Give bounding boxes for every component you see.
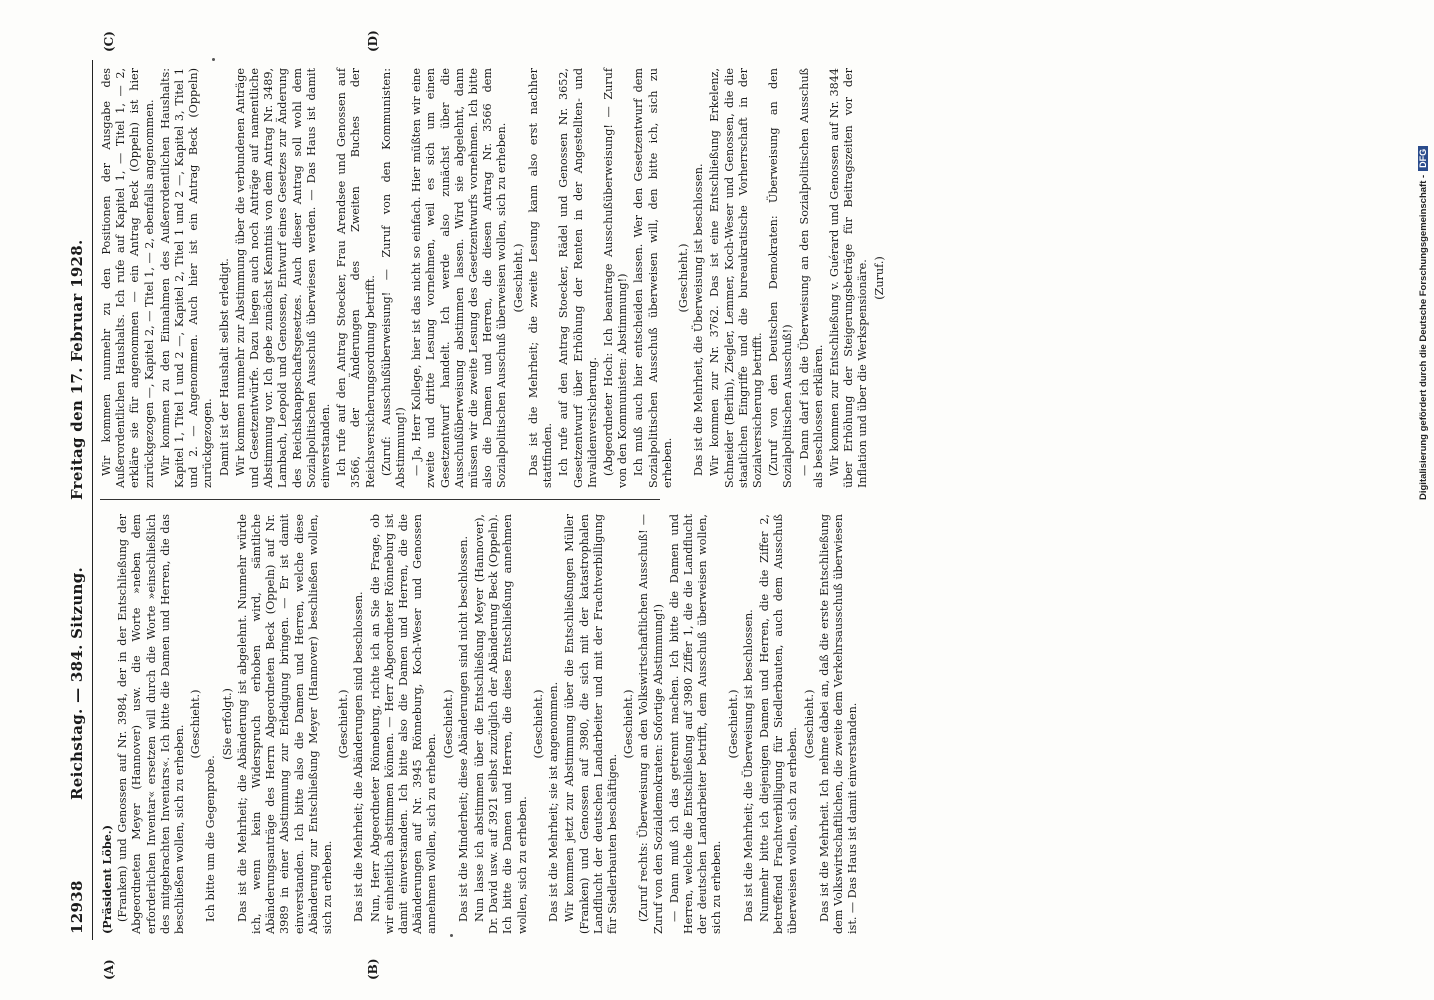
stage-direction: (Geschieht.): [726, 689, 740, 759]
assembly-title: Reichstag. — 384. Sitzung.: [68, 566, 86, 800]
paragraph: (Zuruf von den Deutschen Demokraten: Überweisung an den Sozialpolitischen Ausschuß!): [767, 68, 795, 488]
paragraph: Nun, Herr Abgeordneter Rönneburg, richte ich an Sie die Frage, ob wir einheitlich abstimmen können. — Herr Abgeordneter Rönneburg ist damit einverstanden. Ich bitte also die Damen und Herren, die die Abänderungen auf Nr. 3945 Rönneburg, Koch-Weser und Genossen annehmen wollen, sich zu erheben.: [368, 514, 439, 934]
stage-direction: (Geschieht.): [337, 689, 351, 759]
digitization-credit: [1418, 146, 1429, 500]
paragraph: Das ist die Mehrheit; die Abänderungen sind beschlossen.: [352, 591, 366, 922]
paragraph: (Zuruf rechts: Überweisung an den Volkswirtschaftlichen Ausschuß! — Zuruf von den Sozialdemokraten: Sofortige Abstimmung!): [637, 514, 665, 934]
paragraph: Ich muß auch hier entscheiden lassen. Wer den Gesetzentwurf dem Sozialpolitischen Ausschuß überweisen will, den bitte ich, sich zu erheben.: [632, 68, 674, 488]
paragraph: Das ist die Mehrheit; die Abänderung ist abgelehnt. Nunmehr würde ich, wenn kein Widerspruch erhoben wird, sämtliche Abänderungsanträge des Herrn Abgeordneten Beck (Oppeln) auf Nr. 3989 in einer Abstimmung zur Erledigung bringen. — Er ist damit einverstanden. Ich bitte also die Damen und Herren, welche diese Abänderung zur Entschließung Meyer (Hannover) beschließen wollen, sich zu erheben.: [235, 514, 335, 934]
paragraph: Wir kommen zu den Einnahmen des Außerordentlichen Haushalts: Kapitel 1, Titel 1 und 2 —, Kapitel 2, Titel 1 und 2 —, Kapitel 3, Titel 1 und 2. — Angenommen. Auch hier ist ein Antrag Beck (Oppeln) zurückgezogen.: [158, 68, 215, 488]
speaker-label: (Präsident Löbe.): [100, 825, 114, 934]
paragraph: Nun lasse ich abstimmen über die Entschließung Meyer (Hannover), Dr. David usw. auf 3921 selbst zuzüglich der Abänderung Beck (Oppeln). Ich bitte die Damen und Herren, die diese Entschließung annehmen wollen, sich zu erheben.: [473, 514, 529, 934]
stage-direction: (Geschieht.): [441, 689, 455, 759]
paragraph: — Dann darf ich die Überweisung an den Sozialpolitischen Ausschuß als beschlossen erklären.: [797, 68, 825, 488]
left-column: [100, 514, 860, 934]
page-number: 12938: [68, 880, 86, 934]
stage-direction: (Zuruf.): [872, 256, 886, 300]
paragraph: Wir kommen jetzt zur Abstimmung über die Entschließungen Müller (Franken) und Genossen auf 3980, die sich mit der katastrophalen Landflucht der deutschen Landarbeiter und mit der Frachtverbilligung für Siedlerbauten beschäftigen.: [563, 514, 619, 934]
scan-speck: [212, 58, 215, 61]
paragraph: — Ja, Herr Kollege, hier ist das nicht so einfach. Hier müßten wir eine zweite und dritte Lesung vornehmen, weil es sich um einen Gesetzentwurf handelt. Ich werde also zunächst über die Ausschußüberweisung abstimmen lassen. Wird sie abgelehnt, dann müssen wir die zweite Lesung des Gesetzentwurfs vornehmen. Ich bitte also die Damen und Herren, die diesen Antrag Nr. 3566 dem Sozialpolitischen Ausschuß überweisen wollen, sich zu erheben.: [410, 68, 509, 488]
stage-direction: (Geschieht.): [531, 689, 545, 759]
paragraph: Das ist die Mehrheit; sie ist angenommen.: [547, 681, 561, 922]
margin-label-d: (D): [366, 30, 380, 52]
stage-direction: (Geschieht.): [676, 243, 690, 313]
margin-label-a: (A): [102, 959, 116, 980]
stage-direction: (Geschieht.): [802, 689, 816, 759]
document-sheet: [60, 30, 1310, 980]
paragraph: Das ist die Mehrheit; die zweite Lesung kann also erst nachher stattfinden.: [526, 68, 555, 488]
right-column: [100, 68, 886, 488]
stage-direction: (Geschieht.): [622, 689, 636, 759]
dfg-logo: DFG: [1418, 146, 1428, 171]
margin-label-b: (B): [366, 958, 380, 980]
paragraph: — Dann muß ich das getrennt machen. Ich bitte die Damen und Herren, welche die Entschließung auf 3980 Ziffer 1, die die Landflucht der deutschen Landarbeiter betrifft, dem Ausschuß überweisen wollen, sich zu erheben.: [667, 514, 724, 934]
paragraph: Wir kommen nunmehr zur Abstimmung über die verbundenen Anträge und Gesetzentwürfe. Dazu liegen auch noch Anträge auf namentliche Abstimmung vor. Ich gebe zunächst Kenntnis von dem Antrag Nr. 3489, Lambach, Leopold und Genossen, Entwurf eines Gesetzes zur Änderung des Reichsknappschaftsgesetzes. Auch dieser Antrag soll wohl dem Sozialpolitischen Ausschuß überwiesen werden. — Das Haus ist damit einverstanden.: [233, 68, 333, 488]
credit-text: Digitalisierung gefördert durch die Deutsche Forschungsgemeinschaft -: [1418, 174, 1429, 500]
paragraph: Ich bitte um die Gegenprobe.: [204, 755, 218, 922]
paragraph: Das ist die Mehrheit; die Überweisung ist beschlossen.: [741, 609, 755, 922]
stage-direction: (Geschieht.): [189, 689, 203, 759]
scan-speck: [450, 934, 453, 937]
paragraph: Wir kommen nunmehr zu den Positionen der Ausgabe des Außerordentlichen Haushalts. Ich rufe auf Kapitel 1, — Titel 1, — 2, erkläre sie für angenommen — ein Antrag Beck (Oppeln) ist hier zurückgezogen —, Kapitel 2, — Titel 1, — 2, ebenfalls angenommen.: [100, 68, 156, 488]
column-divider: [100, 499, 660, 500]
paragraph: Das ist die Mehrheit. Ich nehme dabei an, daß die erste Entschließung dem Volkswirtschaftlichen, die zweite dem Verkehrsausschuß überwiesen ist. — Das Haus ist damit einverstanden.: [817, 514, 860, 934]
paragraph: (Franken) und Genossen auf Nr. 3984, der in der Entschließung der Abgeordneten Meyer (Hannover) usw. die Worte »neben dem erforderlichen Inventar« ersetzen will durch die Worte »einschließlich des mitgebrachten Inventars«. Ich bitte die Damen und Herren, die das beschließen wollen, sich zu erheben.: [116, 514, 187, 934]
header-rule: [92, 60, 93, 940]
page-header: [68, 60, 92, 940]
paragraph: Nunmehr bitte ich diejenigen Damen und Herren, die die Ziffer 2, betreffend Frachtverbilligung für Siedlerbauten, auch dem Ausschuß überweisen wollen, sich zu erheben.: [757, 514, 800, 934]
paragraph: Ich rufe auf den Antrag Stoecker, Rädel und Genossen Nr. 3652, Gesetzentwurf über Erhöhung der Renten in der Angestellten- und Invalidenversicherung.: [557, 68, 599, 488]
paragraph: (Abgeordneter Hoch: Ich beantrage Ausschußüberweisung! — Zuruf von den Kommunisten: Abstimmung!): [601, 68, 630, 488]
paragraph: Das ist die Mehrheit, die Überweisung ist beschlossen.: [692, 163, 706, 476]
paragraph: Damit ist der Haushalt selbst erledigt.: [217, 258, 231, 476]
margin-label-c: (C): [102, 31, 116, 52]
stage-direction: (Sie erfolgt.): [220, 688, 234, 760]
paragraph: Wir kommen zur Nr. 3762. Das ist eine Entschließung Erkelenz, Schneider (Berlin), Ziegler, Lemmer, Koch-Weser und Genossen, die die staatlichen Eingriffe und die bureaukratische Vorherrschaft in der Sozialversicherung betrifft.: [708, 68, 764, 488]
paragraph: Wir kommen zur Entschließung v. Guérard und Genossen auf Nr. 3844 über Erhöhung der Steigerungsbeträge für Beitragszeiten vor der Inflation und über die Werkspensionäre.: [827, 68, 870, 488]
paragraph: (Zuruf: Ausschußüberweisung! — Zuruf von den Kommunisten: Abstimmung!): [379, 68, 408, 488]
session-date: Freitag den 17. Februar 1928.: [68, 239, 86, 500]
paragraph: Das ist die Minderheit; diese Abänderungen sind nicht beschlossen.: [456, 535, 470, 922]
stage-direction: (Geschieht.): [511, 243, 525, 313]
paragraph: Ich rufe auf den Antrag Stoecker, Frau Arendsee und Genossen auf 3566, der Änderungen des Zweiten Buches der Reichsversicherungsordnung betrifft.: [335, 68, 377, 488]
